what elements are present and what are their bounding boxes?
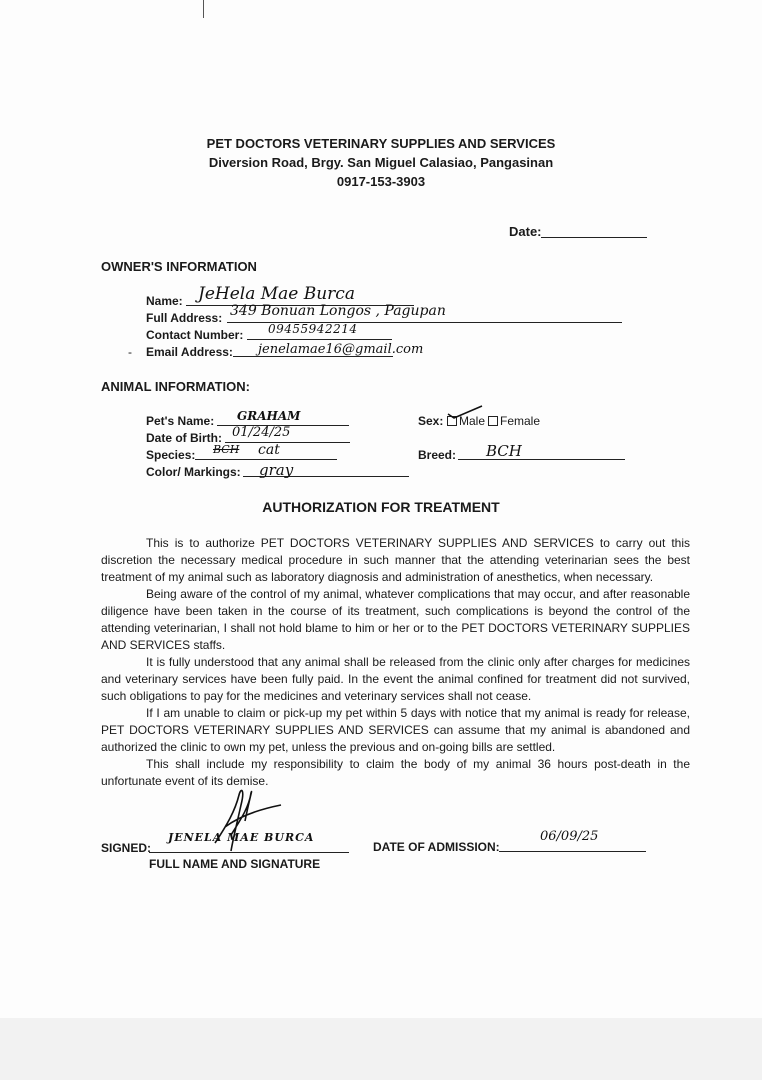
breed-line — [458, 459, 625, 460]
contact-value: 09455942214 — [268, 322, 358, 336]
authorization-title: AUTHORIZATION FOR TREATMENT — [262, 499, 500, 515]
date-label: Date: — [509, 224, 542, 239]
margin-dash: - — [128, 345, 132, 359]
handwritten-signature — [205, 783, 285, 855]
dob-label: Date of Birth: — [146, 431, 222, 445]
sex-label: Sex: — [418, 414, 444, 428]
species-struck-value: BCH — [213, 443, 240, 456]
color-label: Color/ Markings: — [146, 465, 241, 479]
species-value: cat — [258, 442, 280, 458]
owner-section-title: OWNER'S INFORMATION — [101, 259, 257, 274]
email-value: jenelamae16@gmail.com — [258, 342, 424, 357]
admission-label: DATE OF ADMISSION: — [373, 840, 500, 854]
authorization-paragraph: It is fully understood that any animal shall be released from the clinic only after charges for medicines and veterinary services have been fully paid. In the event the animal confined for treatment did not survived, such obligations to pay for the medicines and veterinary services shall not cease. — [101, 655, 690, 703]
authorization-paragraph: Being aware of the control of my animal, whatever complications that may occur, and after reasonable diligence have been taken in the course of its treatment, such complications is beyond the control of the attending veterinarian, I shall not hold blame to him or her or to the PET DOCTORS VETERINARY SUPPLIES AND SERVICES staffs. — [101, 587, 690, 652]
owner-name-label: Name: — [146, 294, 183, 308]
pet-name-label: Pet's Name: — [146, 414, 215, 428]
breed-label: Breed: — [418, 448, 457, 462]
address-label: Full Address: — [146, 311, 223, 325]
female-checkbox-icon — [488, 416, 498, 426]
date-line — [541, 237, 647, 238]
authorization-paragraph: This is to authorize PET DOCTORS VETERINARY SUPPLIES AND SERVICES to carry out this discretion the necessary medical procedure in such manner that the attending veterinarian sees the best treatment of my animal such as laboratory diagnosis and administration of anesthetics, when necessary. — [101, 536, 690, 584]
sex-male-label: Male — [459, 414, 486, 428]
admission-line — [499, 851, 646, 852]
business-phone: 0917-153-3903 — [336, 174, 426, 189]
species-line — [195, 459, 337, 460]
scan-margin — [0, 1018, 762, 1080]
animal-section-title: ANIMAL INFORMATION: — [101, 379, 250, 394]
pet-name-value: GRAHAM — [237, 409, 301, 423]
signed-name-value: JENELA MAE BURCA — [168, 831, 315, 844]
male-check-mark — [446, 404, 484, 420]
breed-value: BCH — [486, 442, 522, 460]
owner-name-value: JeHela Mae Burca — [198, 284, 355, 304]
address-value: 349 Bonuan Longos , Pagupan — [230, 303, 446, 319]
signed-label: SIGNED: — [101, 841, 152, 855]
authorization-body — [101, 535, 690, 790]
authorization-paragraph: This shall include my responsibility to claim the body of my animal 36 hours post-death in the unfortunate event of its demise. — [101, 757, 690, 788]
dob-value: 01/24/25 — [232, 425, 291, 440]
dob-line — [225, 442, 350, 443]
authorization-paragraph: If I am unable to claim or pick-up my pet within 5 days with notice that my animal is ready for release, PET DOCTORS VETERINARY SUPPLIES AND SERVICES can assume that my animal is abandoned and authorized the clinic to own my pet, unless the previous and on-going bills are settled. — [101, 706, 690, 754]
species-label: Species: — [146, 448, 196, 462]
signature-caption: FULL NAME AND SIGNATURE — [149, 857, 321, 871]
color-value: gray — [259, 461, 294, 479]
contact-label: Contact Number: — [146, 328, 244, 342]
sex-female-label: Female — [500, 414, 541, 428]
business-name: PET DOCTORS VETERINARY SUPPLIES AND SERVICES — [206, 136, 556, 151]
admission-value: 06/09/25 — [540, 829, 599, 844]
email-label: Email Address: — [146, 345, 233, 359]
business-address: Diversion Road, Brgy. San Miguel Calasiao, Pangasinan — [208, 155, 554, 170]
contact-line — [247, 339, 392, 340]
sex-female-option — [488, 414, 540, 428]
scan-edge-mark — [203, 0, 204, 18]
